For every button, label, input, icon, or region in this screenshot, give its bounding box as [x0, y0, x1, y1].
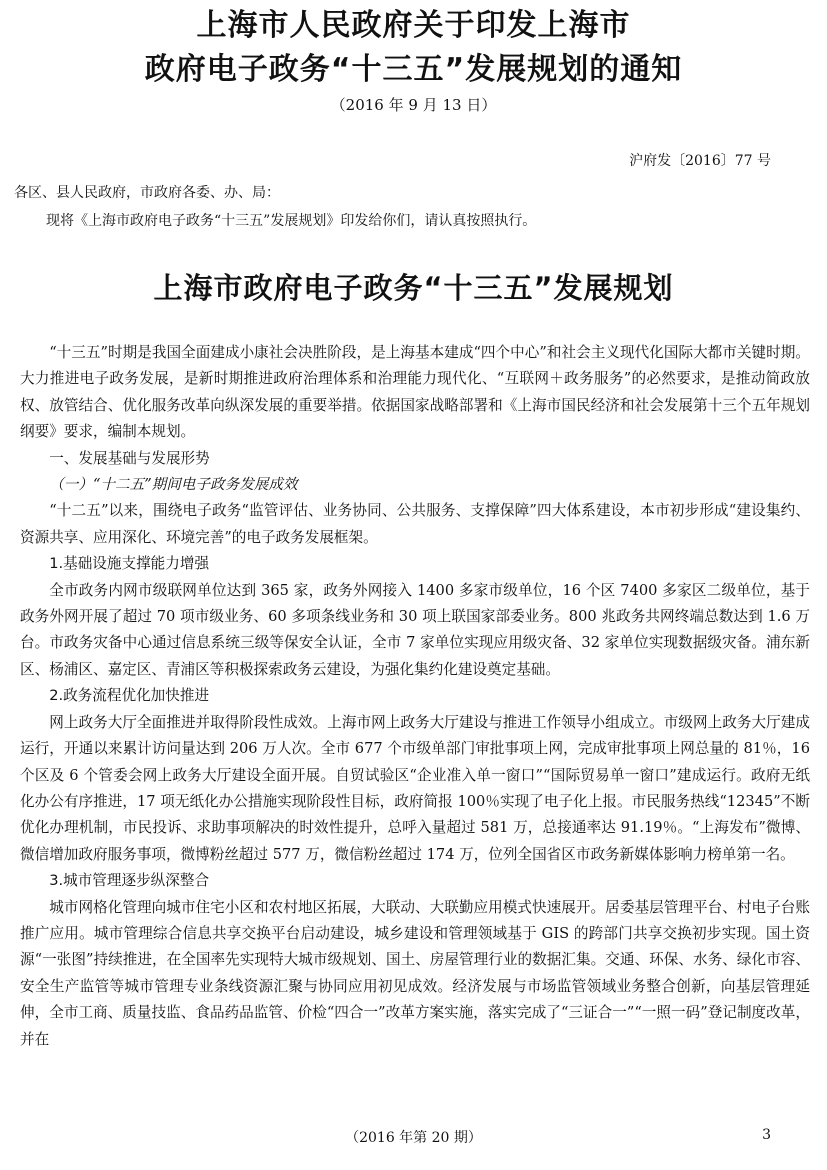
paragraph: 全市政务内网市级联网单位达到 365 家，政务外网接入 1400 多家市级单位，16 个区 7400 多家区二级单位，基于政务外网开展了超过 70 项市级业务、60 多项条线业务和 30 项上联国家部委业务。800 兆政务共网终端总数达到 1.6 万台。市政务灾备中心通过信息系统三级等保安全认证，全市 7 家单位实现应用级灾备、32 家单位实现数据级灾备。浦东新区、杨浦区、嘉定区、青浦区等积极探索政务云建设，为强化集约化建设奠定基础。 — [20, 581, 810, 678]
notice-date: （2016 年 9 月 13 日） — [330, 96, 497, 114]
numbered-heading: 2.政务流程优化加快推进 — [49, 687, 210, 705]
notice-title-line-1: 上海市人民政府关于印发上海市 — [196, 8, 631, 43]
plan-title: 上海市政府电子政务“十三五”发展规划 — [153, 271, 674, 305]
paragraph: 城市网格化管理向城市住宅小区和农村地区拓展，大联动、大联勤应用模式快速展开。居委基层管理平台、村电子台账推广应用。城市管理综合信息共享交换平台启动建设，城乡建设和管理领域基于 GIS 的跨部门共享交换初步实现。国土资源“一张图”持续推进，在全国率先实现特大城市级规划、国土、房屋管理行业的数据汇集。交通、环保、水务、绿化市容、安全生产监管等城市管理专业条线资源汇聚与协同应用初见成效。经济发展与市场监管领域业务整合创新，向基层管理延伸，全市工商、质量技监、食品药品监管、价检“四合一”改革方案实施，落实完成了“三证合一”“一照一码”登记制度改革，并在 — [20, 898, 810, 1048]
addressee: 各区、县人民政府，市政府各委、办、局： — [14, 185, 280, 201]
section-heading: 一、发展基础与发展形势 — [49, 449, 210, 467]
numbered-heading: 1.基础设施支撑能力增强 — [49, 555, 210, 573]
plan-content — [20, 340, 810, 1053]
notice-title-line-2: 政府电子政务“十三五”发展规划的通知 — [144, 52, 683, 87]
document-number: 沪府发〔2016〕77 号 — [629, 153, 771, 169]
notice-body: 现将《上海市政府电子政务“十三五”发展规划》印发给你们，请认真按照执行。 — [46, 213, 537, 229]
numbered-heading: 3.城市管理逐步纵深整合 — [49, 872, 210, 890]
notice-title-block — [0, 4, 827, 118]
paragraph: “十二五”以来，围绕电子政务“监管评估、业务协同、公共服务、支撑保障”四大体系建设，本市初步形成“建设集约、资源共享、应用深化、环境完善”的电子政务发展框架。 — [20, 502, 810, 546]
issue-label: （2016 年第 20 期） — [345, 1130, 482, 1146]
paragraph: 网上政务大厅全面推进并取得阶段性成效。上海市网上政务大厅建设与推进工作领导小组成立。市级网上政务大厅建成运行，开通以来累计访问量达到 206 万人次。全市 677 个市级单部门审批事项上网，完成审批事项上网总量的 81％，16 个区及 6 个管委会网上政务大厅建设全面开展。自贸试验区“企业准入单一窗口”“国际贸易单一窗口”建成运行。政府无纸化办公有序推进，17 项无纸化办公措施实现阶段性目标，政府简报 100％实现了电子化上报。市民服务热线“12345”不断优化办理机制，市民投诉、求助事项解决的时效性提升，总呼入量超过 581 万，总接通率达 91.19％。“上海发布”微博、微信增加政府服务事项，微博粉丝超过 577 万，微信粉丝超过 174 万，位列全国省区市政务新媒体影响力榜单第一名。 — [20, 713, 810, 863]
subsection-heading: （一）“十二五”期间电子政务发展成效 — [49, 476, 298, 494]
page-number: 3 — [762, 1127, 771, 1143]
paragraph: “十三五”时期是我国全面建成小康社会决胜阶段，是上海基本建成“四个中心”和社会主义现代化国际大都市关键时期。大力推进电子政务发展，是新时期推进政府治理体系和治理能力现代化、“互联网＋政务服务”的必然要求，是推动简政放权、放管结合、优化服务改革向纵深发展的重要举措。依据国家战略部署和《上海市国民经济和社会发展第十三个五年规划纲要》要求，编制本规划。 — [20, 344, 810, 441]
